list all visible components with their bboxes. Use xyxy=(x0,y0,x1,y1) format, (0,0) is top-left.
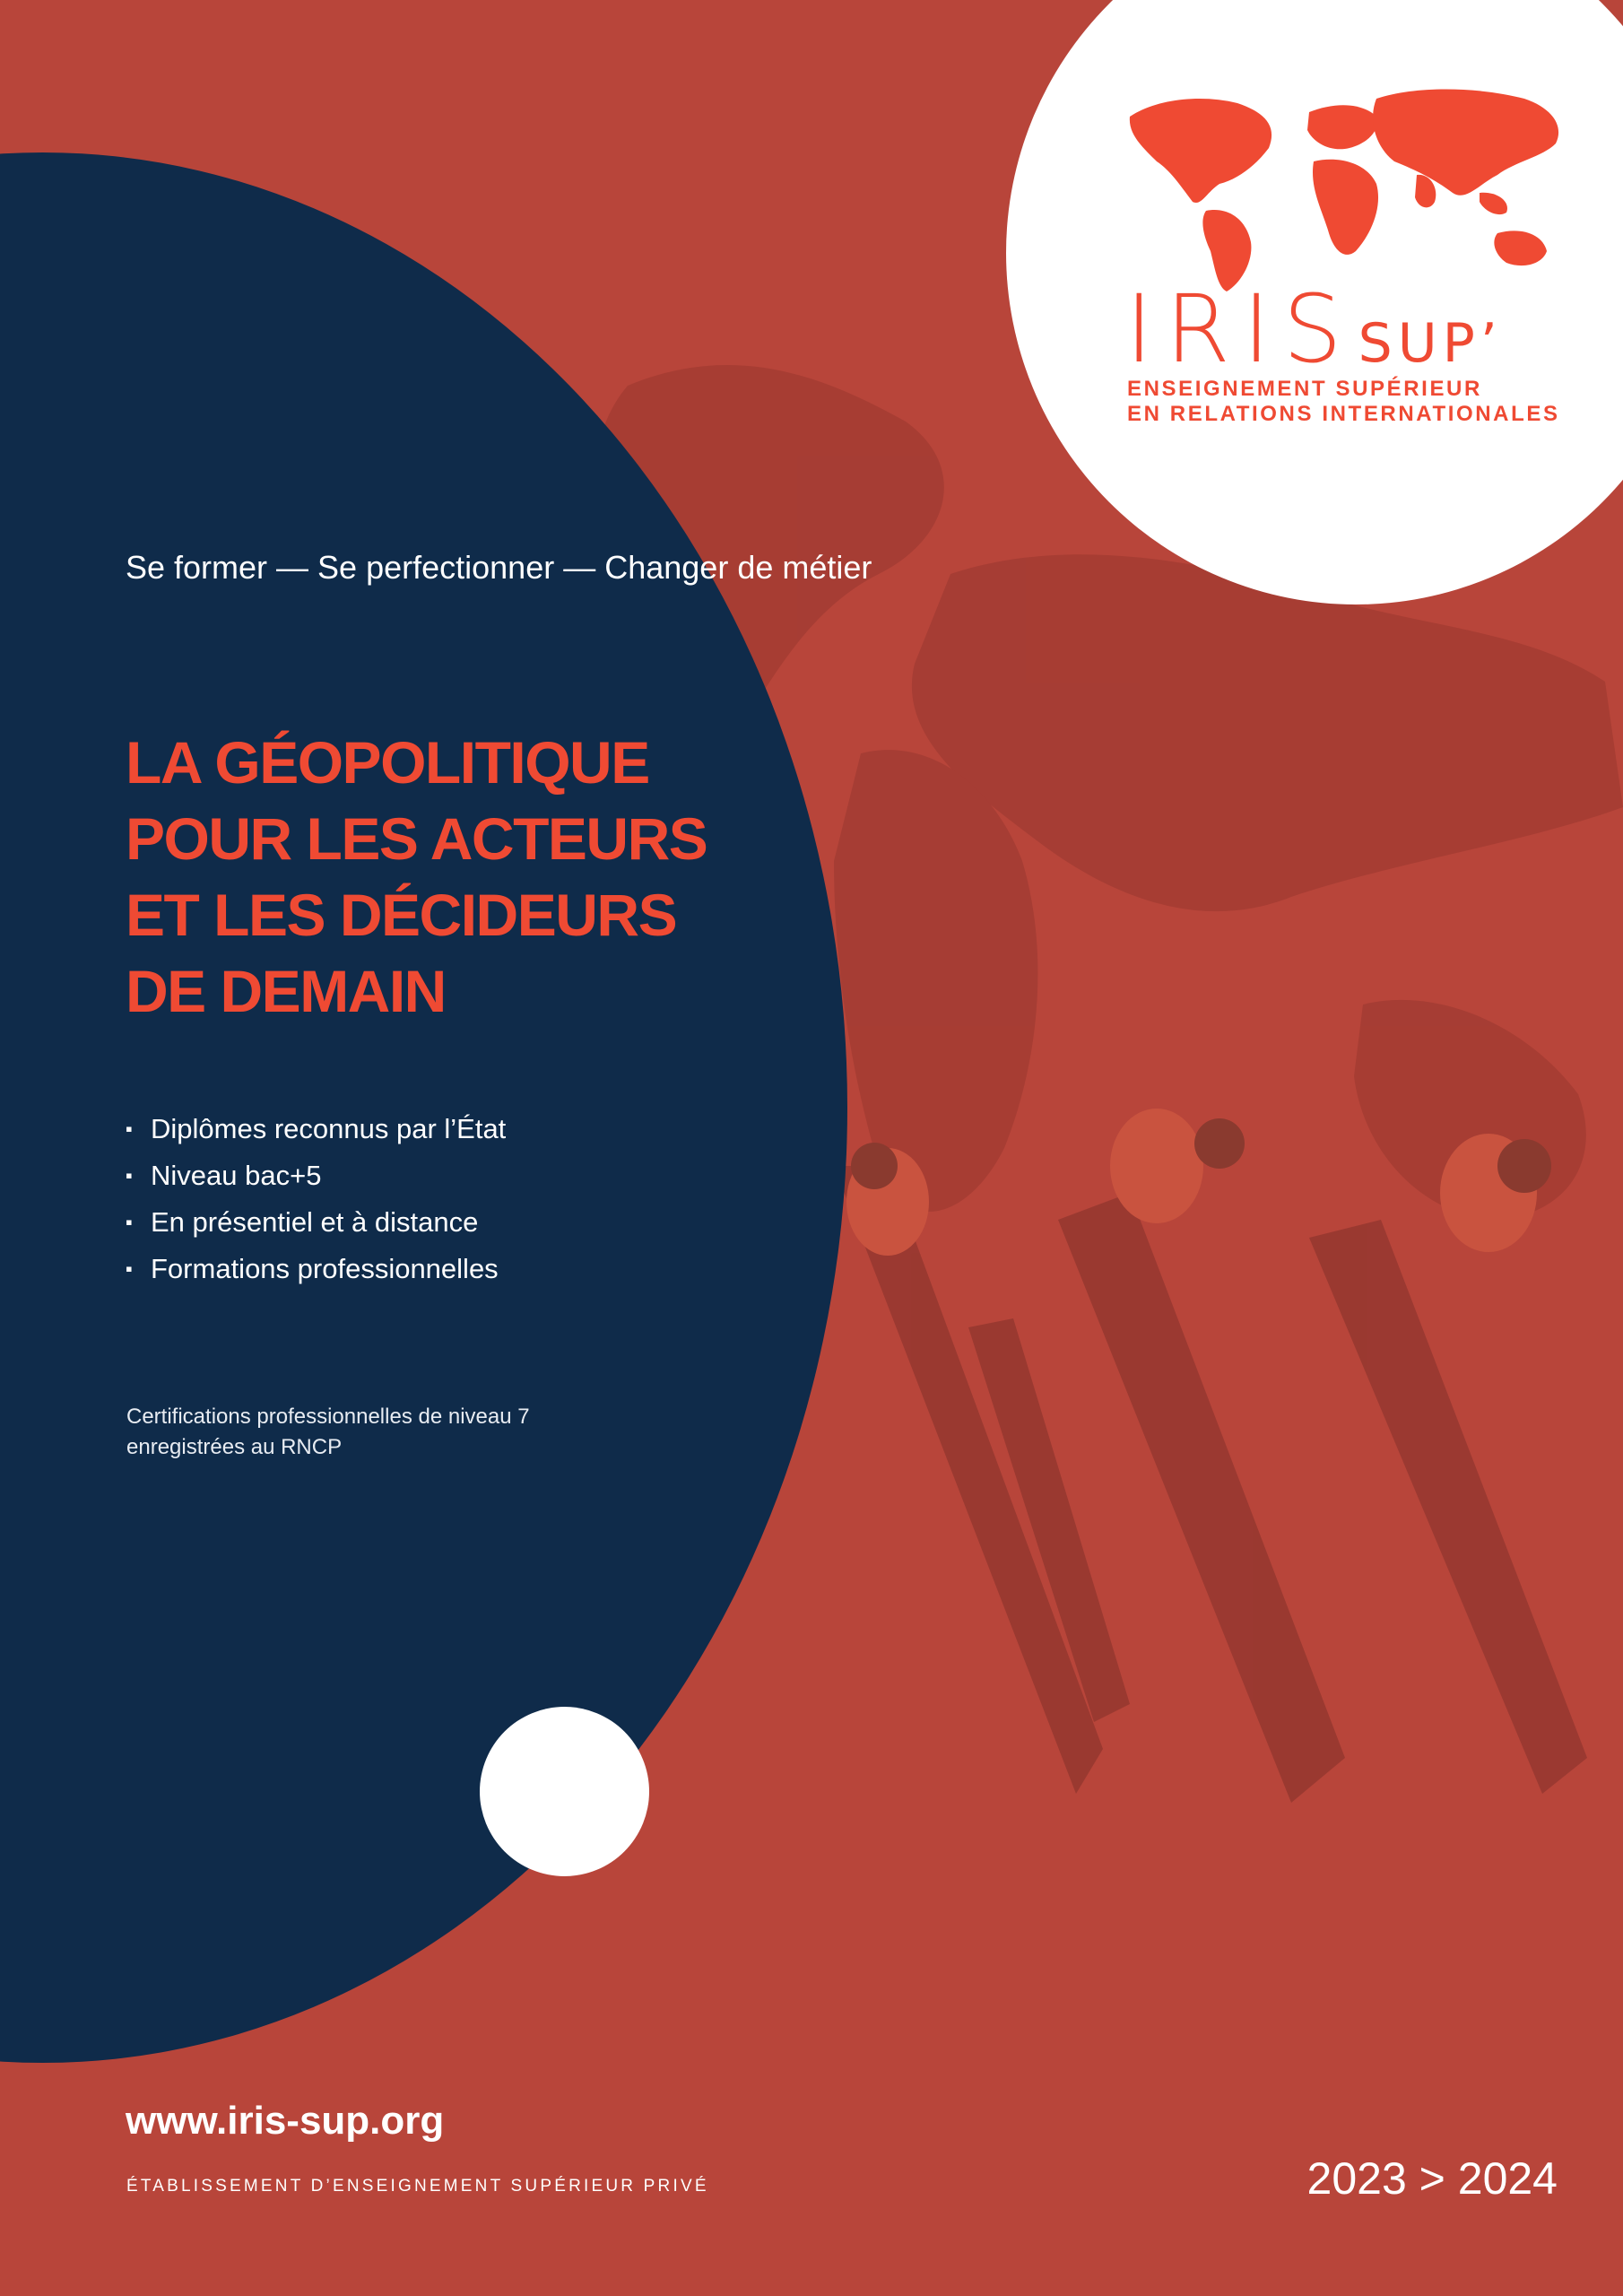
feature-list xyxy=(126,1106,506,1292)
feature-item xyxy=(126,1246,506,1292)
world-map-icon xyxy=(1121,76,1569,296)
feature-item xyxy=(126,1106,506,1152)
headline-line: LA GÉOPOLITIQUE xyxy=(126,729,649,796)
logo-tagline-line2: EN RELATIONS INTERNATIONALES xyxy=(1127,402,1560,426)
feature-text: Diplômes reconnus par l’État xyxy=(151,1113,507,1144)
bullet-icon: ▪ xyxy=(126,1164,133,1187)
logo-tagline xyxy=(1127,377,1575,427)
logo-wordmark xyxy=(1125,274,1574,384)
headline-line: DE DEMAIN xyxy=(126,958,446,1024)
certification-line1: Certifications professionnelles de niveau 7 xyxy=(126,1405,530,1429)
bullet-icon: ▪ xyxy=(126,1211,133,1233)
feature-text: Formations professionnelles xyxy=(151,1253,499,1284)
establishment-label: ÉTABLISSEMENT D’ENSEIGNEMENT SUPÉRIEUR PRIVÉ xyxy=(126,2177,709,2196)
feature-text: En présentiel et à distance xyxy=(151,1206,479,1238)
logo-suffix: SUP’ xyxy=(1358,312,1503,375)
decorative-white-circle xyxy=(480,1707,649,1876)
bullet-icon: ▪ xyxy=(126,1257,133,1280)
certification-line2: enregistrées au RNCP xyxy=(126,1435,343,1459)
logo-name: IRIS xyxy=(1125,274,1355,384)
feature-text: Niveau bac+5 xyxy=(151,1160,322,1191)
feature-item xyxy=(126,1152,506,1199)
headline-line: ET LES DÉCIDEURS xyxy=(126,882,677,948)
tagline: Se former — Se perfectionner — Changer de métier xyxy=(126,549,872,586)
logo-tagline-line1: ENSEIGNEMENT SUPÉRIEUR xyxy=(1127,377,1482,401)
bullet-icon: ▪ xyxy=(126,1118,133,1140)
headline-line: POUR LES ACTEURS xyxy=(126,805,707,872)
feature-item xyxy=(126,1199,506,1246)
website-link[interactable]: www.iris-sup.org xyxy=(126,2099,445,2143)
academic-year: 2023 > 2024 xyxy=(1306,2153,1558,2204)
headline xyxy=(126,725,807,1030)
certification-note xyxy=(126,1402,629,1463)
